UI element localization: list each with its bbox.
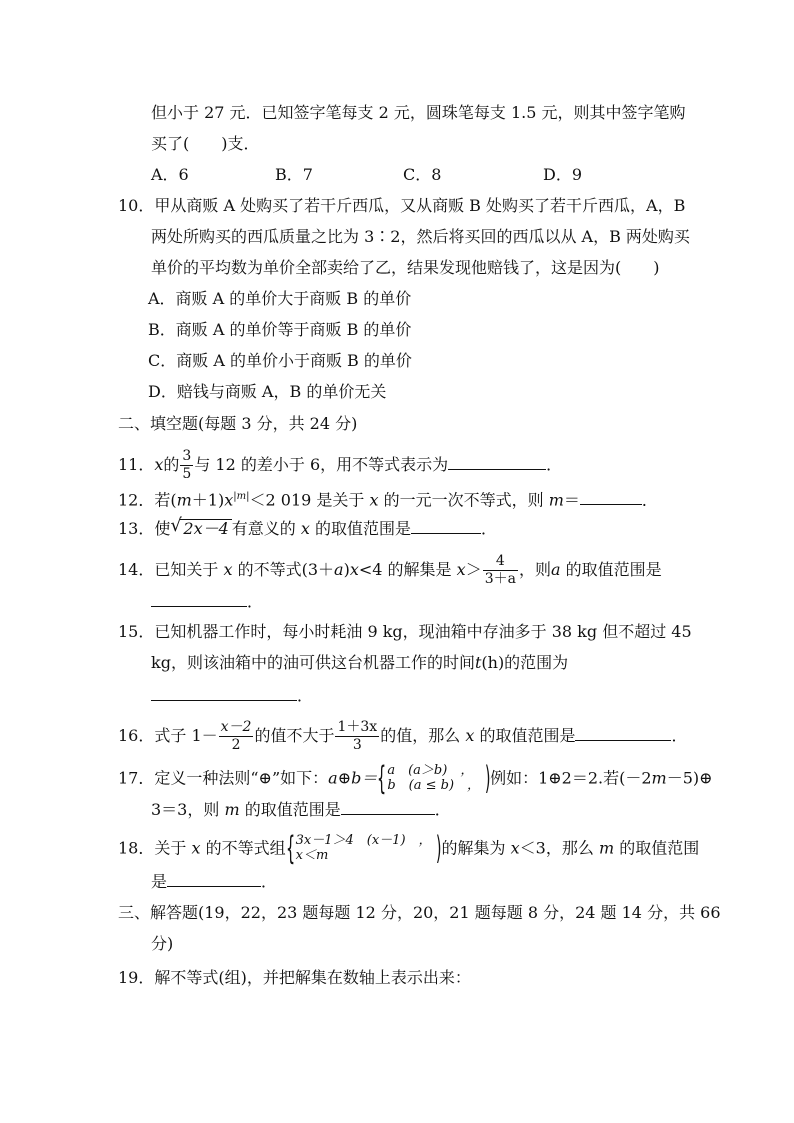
- q17: 17．定义一种法则“⊕”如下：a⊕b＝ { a (a＞b) ， b (a ≤ b) ， ) 例如：1⊕2＝2.若(－2m－5)⊕: [118, 759, 713, 797]
- q14: 14．已知关于 x 的不等式(3＋a)x<4 的解集是 x＞ $\frac{4}{3+a}$ ，则a 的取值范围是: [118, 553, 662, 587]
- q11-fraction: $\frac{3}{5}$: [182, 448, 192, 482]
- q15-answer-line: ．: [151, 685, 313, 707]
- q12-number: 12．: [118, 490, 155, 510]
- q17-line2: 3＝3，则 m 的取值范围是 ．: [151, 800, 451, 819]
- q17-number: 17．: [118, 768, 155, 788]
- q10-option-d: D．赔钱与商贩 A，B 的单价无关: [148, 382, 387, 401]
- q10-option-c: C．商贩 A 的单价小于商贩 B 的单价: [148, 351, 412, 370]
- section-3-heading-line1: 三、解答题(19，22，23 题每题 12 分，20，21 题每题 8 分，24 题 14 分，共 66: [118, 903, 721, 922]
- section-2-heading: 二、填空题(每题 3 分，共 24 分): [118, 414, 358, 433]
- q9-line1: 但小于 27 元．已知签字笔每支 2 元，圆珠笔每支 1.5 元，则其中签字笔购: [151, 103, 686, 122]
- q16-answer-blank[interactable]: [575, 725, 671, 741]
- q16: 16．式子 1－ $\frac{x-2}{2}$ 的值不大于 $\frac{1+3x}{3}$ 的值，那么 x 的取值范围是 ．: [118, 719, 688, 753]
- q15-line2: kg，则该油箱中的油可供这台机器工作的时间t(h)的范围为: [151, 653, 569, 672]
- q14-fraction: $\frac{4}{3+a}$: [484, 553, 516, 587]
- q14-answer-line: ．: [151, 591, 263, 613]
- q10-line3: 单价的平均数为单价全部卖给了乙，结果发现他赔钱了，这是因为( ): [151, 258, 660, 277]
- q18-line2: 是 ．: [151, 872, 278, 891]
- q14-answer-blank[interactable]: [151, 591, 247, 607]
- q15-answer-blank[interactable]: [151, 685, 297, 701]
- q12: 12．若$(m+1)x^{|m|}<2$ 019 是关于 x 的一元一次不等式，则 m＝ ．: [118, 490, 658, 510]
- section-3-heading-line2: 分): [151, 934, 174, 953]
- q18-answer-blank[interactable]: [167, 871, 261, 887]
- q13-square-root: √ 2x－4: [170, 518, 231, 540]
- q13-number: 13．: [118, 519, 155, 538]
- q11: 11．x的 $\frac{3}{5}$ 与 12 的差小于 6，用不等式表示为 ．: [118, 448, 563, 482]
- q16-fraction-1: $\frac{x-2}{2}$: [220, 719, 252, 753]
- q10-line1: 10．甲从商贩 A 处购买了若干斤西瓜，又从商贩 B 处购买了若干斤西瓜，A，B: [118, 196, 686, 215]
- q12-answer-blank[interactable]: [580, 489, 642, 505]
- q9-option-a: A．6: [151, 165, 189, 184]
- q18-system-brace: { 3x－1＞4 (x－1) ， x＜m ): [285, 829, 442, 867]
- q13-answer-blank[interactable]: [411, 518, 481, 534]
- q15-line1: 15．已知机器工作时，每小时耗油 9 kg，现油箱中存油多于 38 kg 但不超过 45: [118, 622, 692, 641]
- q10-line2: 两处所购买的西瓜质量之比为 3∶2，然后将买回的西瓜以从 A，B 两处购买: [151, 227, 690, 246]
- q9-option-c: C．8: [403, 165, 442, 184]
- q14-number: 14．: [118, 560, 155, 579]
- q19: 19．解不等式(组)，并把解集在数轴上表示出来：: [118, 968, 471, 987]
- q17-piecewise-brace: { a (a＞b) ， b (a ≤ b) ， ): [377, 759, 491, 797]
- q17-answer-blank[interactable]: [341, 799, 435, 815]
- q11-answer-blank[interactable]: [448, 454, 546, 470]
- q9-option-d: D．9: [543, 165, 583, 184]
- q9-line2: 买了( )支．: [151, 134, 260, 153]
- q10-option-b: B．商贩 A 的单价等于商贩 B 的单价: [148, 320, 412, 339]
- q13: 13．使 √ 2x－4 有意义的 x 的取值范围是 ．: [118, 515, 498, 538]
- q11-number: 11．: [118, 455, 155, 474]
- q18-number: 18．: [118, 838, 155, 858]
- q16-number: 16．: [118, 726, 155, 745]
- q10-option-a: A．商贩 A 的单价大于商贩 B 的单价: [148, 289, 412, 308]
- q16-fraction-2: $\frac{1+3x}{3}$: [337, 719, 378, 753]
- q9-option-b: B．7: [275, 165, 313, 184]
- q18: 18．关于 x 的不等式组 { 3x－1＞4 (x－1) ， x＜m ) 的解集为 x＜3，那么 m 的取值范围: [118, 829, 700, 867]
